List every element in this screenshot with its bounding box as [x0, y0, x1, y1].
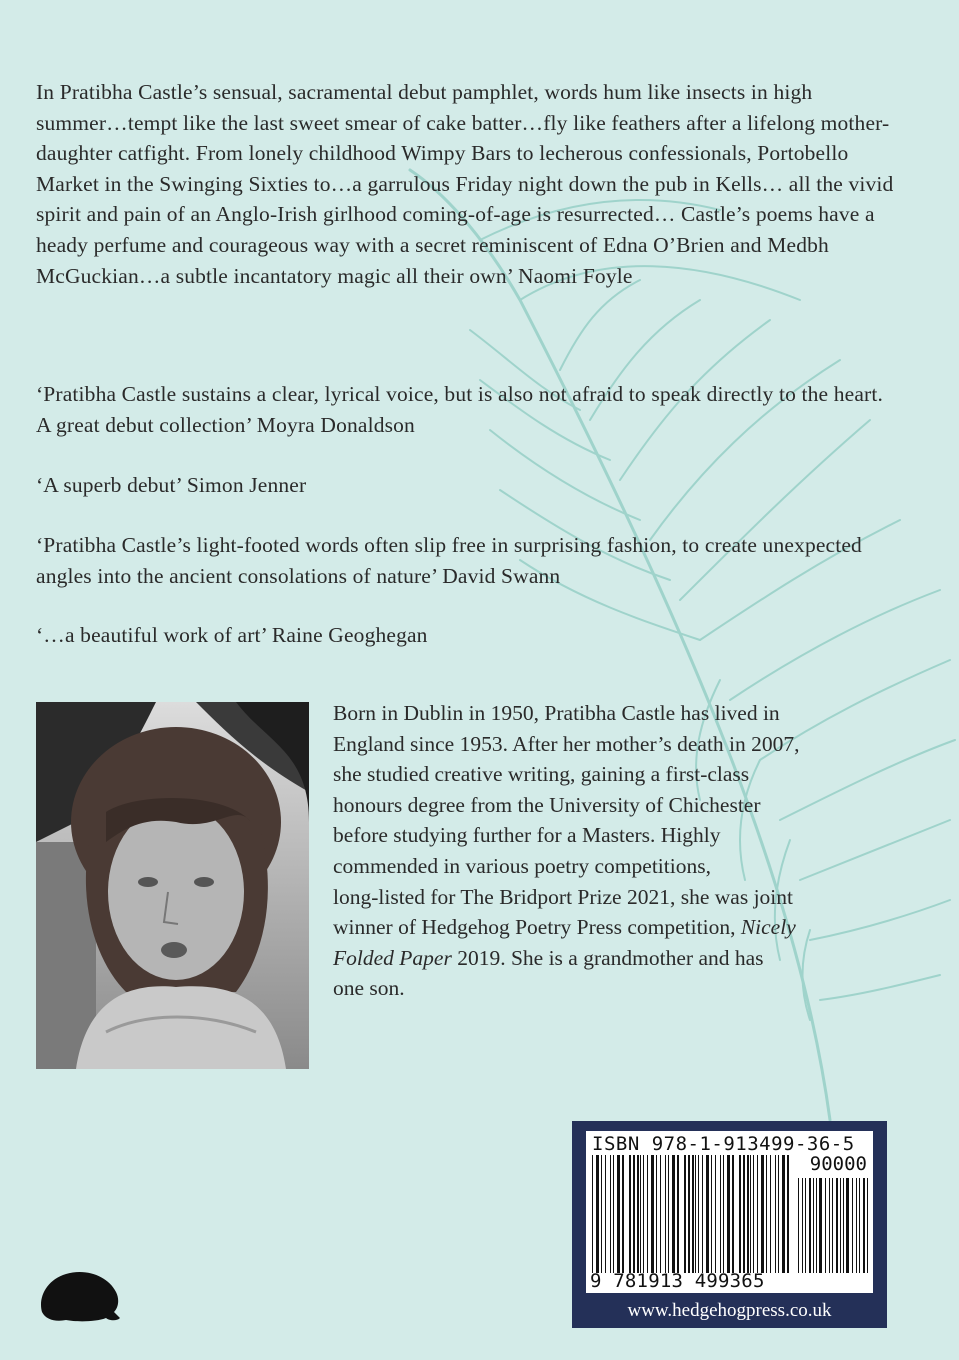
publisher-website: www.hedgehogpress.co.uk	[627, 1300, 832, 1321]
barcode-stripe	[668, 1155, 669, 1273]
barcode-stripe	[596, 1155, 599, 1273]
author-bio	[333, 698, 893, 1004]
bio-line: Born in Dublin in 1950, Pratibha Castle has lived in	[333, 701, 780, 725]
barcode-stripe	[813, 1178, 814, 1273]
review-blurb: In Pratibha Castle’s sensual, sacramental debut pamphlet, words hum like insects in high summer…tempt like the last sweet smear of cake batter…fly like feathers after a lifelong mother-daughter catfight. From lonely childhood Wimpy Bars to lecherous confessionals, Portobello Market in the Swinging Sixties to…a garrulous Friday night down the pub in Kells… all the vivid spirit and pain of an Anglo-Irish girlhood coming-of-age is resurrected… Castle’s poems have a heady perfume and courageous way with a secret reminiscent of Edna O’Brien and Medbh McGuckian…a subtle incantatory magic all their own’ Naomi Foyle	[36, 80, 894, 288]
price-code: 90000	[809, 1153, 867, 1175]
barcode-stripe	[840, 1178, 841, 1273]
barcode-stripe	[601, 1155, 602, 1273]
barcode-stripe	[633, 1155, 635, 1273]
review-quote: ‘…a beautiful work of art’ Raine Geoghegan	[36, 623, 428, 647]
barcode-stripe	[672, 1155, 675, 1273]
barcode-stripe	[787, 1155, 789, 1273]
barcode-stripe	[610, 1155, 611, 1273]
barcode-stripe	[692, 1155, 694, 1273]
barcode-stripe	[698, 1155, 699, 1273]
barcode-addon-bars	[798, 1178, 868, 1273]
barcode-stripe	[743, 1155, 745, 1273]
bio-line: before studying further for a Masters. Highly	[333, 823, 721, 848]
hedgehog-silhouette-icon	[36, 1268, 122, 1324]
bio-title-italic: Folded Paper	[333, 945, 452, 970]
barcode-stripe	[727, 1155, 730, 1273]
barcode-stripe	[750, 1155, 751, 1273]
barcode-stripe	[695, 1155, 696, 1273]
barcode-stripe	[859, 1178, 860, 1273]
barcode-stripe	[852, 1178, 853, 1273]
bio-line	[333, 943, 893, 974]
bio-line: honours degree from the University of Chichester	[333, 792, 761, 817]
barcode-stripe	[739, 1155, 741, 1273]
barcode-stripe	[836, 1178, 838, 1273]
barcode	[586, 1131, 873, 1293]
barcode-stripe	[592, 1155, 593, 1273]
review-quote: ‘Pratibha Castle sustains a clear, lyrical voice, but is also not afraid to speak directly to the heart. A great debut collection’ Moyra Donaldson	[36, 382, 884, 437]
bio-line	[333, 912, 893, 943]
barcode-stripe	[640, 1155, 641, 1273]
barcode-stripe	[825, 1178, 826, 1273]
barcode-stripe	[656, 1155, 657, 1273]
barcode-stripe	[775, 1155, 776, 1273]
barcode-stripe	[809, 1178, 811, 1273]
barcode-stripe	[629, 1155, 631, 1273]
bio-line: commended in various poetry competitions,	[333, 853, 711, 878]
barcode-stripe	[846, 1178, 849, 1273]
barcode-stripe	[622, 1155, 624, 1273]
author-photo	[36, 702, 309, 1069]
barcode-stripe	[766, 1155, 767, 1273]
barcode-stripe	[843, 1178, 844, 1273]
barcode-stripe	[684, 1155, 686, 1273]
barcode-stripe	[665, 1155, 666, 1273]
barcode-stripe	[732, 1155, 734, 1273]
barcode-stripe	[637, 1155, 639, 1273]
barcode-stripe	[605, 1155, 606, 1273]
bio-line: she studied creative writing, gaining a first-class	[333, 762, 750, 787]
barcode-stripe	[761, 1155, 764, 1273]
bio-text: winner of Hedgehog Poetry Press competition,	[333, 915, 741, 940]
barcode-stripe	[770, 1155, 771, 1273]
bio-line: one son.	[333, 976, 405, 1001]
bio-line: England since 1953. After her mother’s death in 2007,	[333, 731, 800, 756]
ean-digits: 9 781913 499365	[590, 1270, 765, 1292]
barcode-stripe	[819, 1178, 822, 1273]
barcode-stripe	[723, 1155, 724, 1273]
barcode-stripe	[706, 1155, 709, 1273]
barcode-stripe	[805, 1178, 806, 1273]
barcode-stripe	[782, 1155, 785, 1273]
barcode-panel	[572, 1121, 887, 1328]
barcode-stripe	[677, 1155, 679, 1273]
barcode-stripe	[617, 1155, 620, 1273]
barcode-stripe	[778, 1155, 779, 1273]
bio-line: long-listed for The Bridport Prize 2021, she was joint	[333, 884, 793, 909]
barcode-stripe	[715, 1155, 716, 1273]
barcode-stripe	[643, 1155, 644, 1273]
bio-text: 2019. She is a grandmother and has	[451, 945, 764, 970]
barcode-stripe	[660, 1155, 661, 1273]
review-quote: ‘Pratibha Castle’s light-footed words often slip free in surprising fashion, to create unexpected angles into the ancient consolations of nature’ David Swann	[36, 533, 862, 588]
barcode-stripe	[651, 1155, 654, 1273]
barcode-stripe	[867, 1178, 868, 1273]
isbn-label: ISBN 978-1-913499-36-5	[592, 1133, 855, 1155]
barcode-stripe	[832, 1178, 833, 1273]
barcode-stripe	[863, 1178, 865, 1273]
barcode-stripe	[802, 1178, 803, 1273]
barcode-bars	[592, 1155, 792, 1273]
barcode-stripe	[613, 1155, 614, 1273]
barcode-stripe	[711, 1155, 712, 1273]
barcode-stripe	[647, 1155, 648, 1273]
barcode-stripe	[829, 1178, 830, 1273]
barcode-stripe	[753, 1155, 754, 1273]
barcode-stripe	[720, 1155, 721, 1273]
review-quote: ‘A superb debut’ Simon Jenner	[36, 473, 307, 497]
barcode-stripe	[757, 1155, 758, 1273]
barcode-stripe	[747, 1155, 749, 1273]
barcode-stripe	[816, 1178, 817, 1273]
bio-title-italic: Nicely	[740, 915, 796, 940]
barcode-stripe	[702, 1155, 703, 1273]
barcode-stripe	[688, 1155, 690, 1273]
barcode-stripe	[798, 1178, 799, 1273]
barcode-stripe	[856, 1178, 857, 1273]
